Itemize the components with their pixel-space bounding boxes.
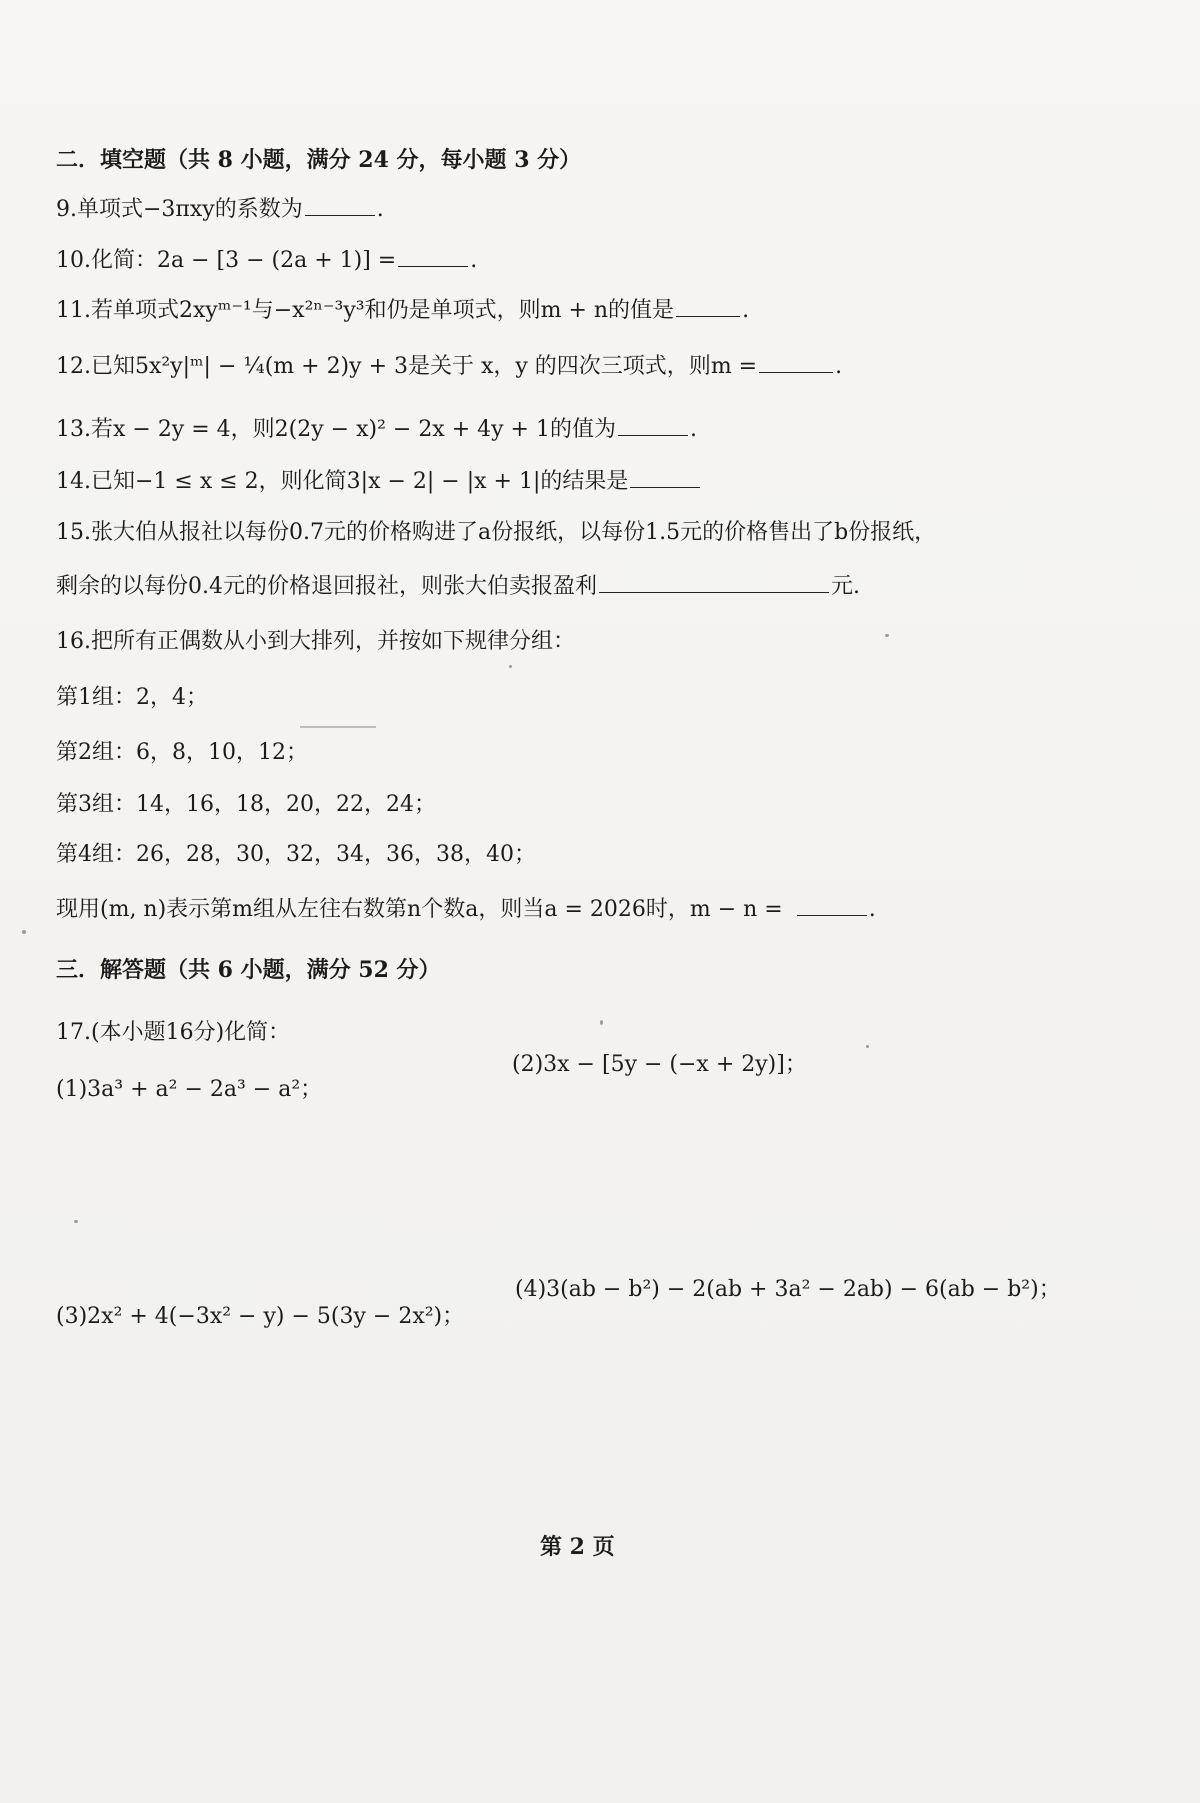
scan-speck — [509, 665, 512, 668]
question-16-group-3: 第3组：14，16，18，20，22，24； — [56, 792, 436, 817]
question-11-blank[interactable] — [676, 298, 740, 317]
question-14-blank[interactable] — [630, 469, 700, 488]
question-15-line-1: 15.张大伯从报社以每份0.7元的价格购进了a份报纸，以每份1.5元的价格售出了b份报纸， — [56, 520, 937, 545]
question-12-end: . — [835, 354, 843, 379]
question-11 — [56, 296, 749, 326]
question-13-text: 13.若x − 2y = 4，则2(2y − x)² − 2x + 4y + 1的值为 — [56, 417, 616, 442]
question-10-blank[interactable] — [398, 248, 468, 267]
question-17-part-4: (4)3(ab − b²) − 2(ab + 3a² − 2ab) − 6(ab − b²)； — [515, 1277, 1061, 1302]
question-16-group-2: 第2组：6，8，10，12； — [56, 740, 308, 765]
question-9 — [56, 195, 384, 225]
question-13 — [56, 415, 697, 445]
question-10 — [56, 246, 477, 276]
question-9-blank[interactable] — [305, 197, 375, 216]
question-15-end: 元. — [831, 574, 860, 599]
question-10-end: . — [470, 248, 478, 273]
page-number: 第 2 页 — [540, 1534, 615, 1560]
scan-speck — [866, 1045, 869, 1048]
question-15-line-2 — [56, 572, 860, 602]
question-16-intro: 16.把所有正偶数从小到大排列，并按如下规律分组： — [56, 629, 575, 654]
scan-smudge — [300, 726, 376, 728]
question-12-text: 12.已知5x²y|ᵐ| − ¼(m + 2)y + 3是关于 x，y 的四次三项式，则m = — [56, 354, 758, 379]
scan-speck — [74, 1220, 78, 1223]
question-17-part-2: (2)3x − [5y − (−x + 2y)]； — [512, 1052, 807, 1077]
question-9-end: . — [376, 197, 384, 222]
question-13-blank[interactable] — [618, 417, 688, 436]
question-16-group-4: 第4组：26，28，30，32，34，36，38，40； — [56, 842, 536, 867]
question-17-intro: 17.(本小题16分)化简： — [56, 1020, 291, 1045]
question-14 — [56, 467, 702, 497]
scan-speck — [22, 930, 26, 934]
scan-speck — [885, 634, 889, 637]
scan-speck — [600, 1020, 603, 1025]
question-16-text: 现用(m, n)表示第m组从左往右数第n个数a，则当a = 2026时，m − n = — [56, 897, 783, 922]
question-16 — [56, 895, 876, 925]
question-15-text: 剩余的以每份0.4元的价格退回报社，则张大伯卖报盈利 — [56, 574, 597, 599]
question-17-part-3: (3)2x² + 4(−3x² − y) − 5(3y − 2x²)； — [56, 1304, 465, 1329]
question-15-blank[interactable] — [599, 574, 829, 593]
question-16-end: . — [868, 897, 876, 922]
question-13-end: . — [689, 417, 697, 442]
question-14-text: 14.已知−1 ≤ x ≤ 2，则化简3|x − 2| − |x + 1|的结果是 — [56, 469, 629, 494]
question-10-text: 10.化简：2a − [3 − (2a + 1)] = — [56, 248, 397, 273]
question-9-text: 9.单项式−3πxy的系数为 — [56, 197, 303, 222]
question-16-group-1: 第1组：2，4； — [56, 685, 208, 710]
question-17-part-1: (1)3a³ + a² − 2a³ − a²； — [56, 1077, 323, 1102]
section-3-heading: 三．解答题（共 6 小题，满分 52 分） — [56, 957, 441, 983]
question-16-blank[interactable] — [797, 897, 867, 916]
question-12-blank[interactable] — [759, 354, 833, 373]
question-11-end: . — [742, 298, 750, 323]
question-12 — [56, 352, 842, 382]
question-11-text: 11.若单项式2xyᵐ⁻¹与−x²ⁿ⁻³y³和仍是单项式，则m + n的值是 — [56, 298, 675, 323]
section-2-heading: 二．填空题（共 8 小题，满分 24 分，每小题 3 分） — [56, 147, 582, 173]
